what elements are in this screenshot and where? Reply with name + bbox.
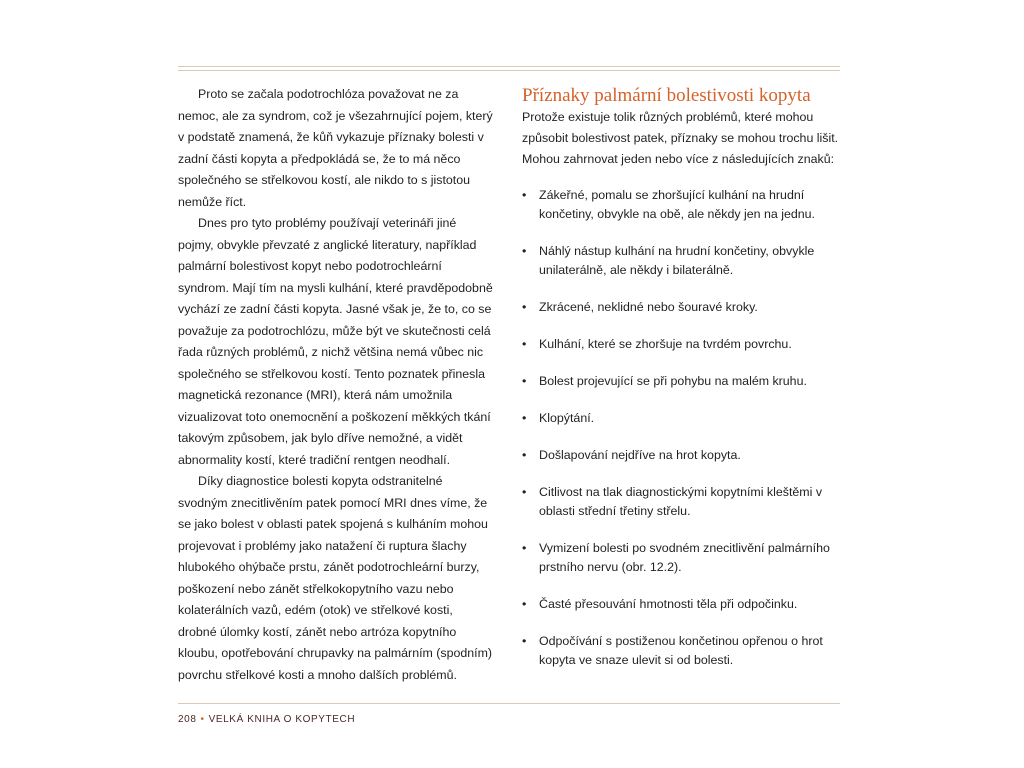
bullet-icon: • [522,485,527,499]
list-item-text: Náhlý nástup kulhání na hrudní končetiny, obvykle unilaterálně, ale někdy i bilaterálně. [539,244,815,277]
list-item-text: Došlapování nejdříve na hrot kopyta. [539,448,741,462]
book-title: VELKÁ KNIHA O KOPYTECH [208,714,356,725]
paragraph: Proto se začala podotrochlóza považovat ne za nemoc, ale za syndrom, což je všezahrnující pojem, který v podstatě znamená, že kůň vykazuje příznaky bolesti v zadní části kopyta a předpokládá se, že to má něco společného se střelkovou kostí, ale nikdo to s jistotou nemůže říct. [178,87,493,209]
list-item-text: Vymizení bolesti po svodném znecitlivění palmárního prstního nervu (obr. 12.2). [539,541,830,574]
intro-paragraph: Protože existuje tolik různých problémů, které mohou způsobit bolestivost patek, příznaky se mohou trochu lišit. Mohou zahrnovat jeden nebo více z následujících znaků: [522,110,839,166]
list-item [522,409,842,428]
bullet-icon: • [522,448,527,462]
left-column [178,84,493,686]
list-item [522,483,842,521]
list-item-text: Zkrácené, neklidné nebo šouravé kroky. [539,300,758,314]
list-item [522,632,842,670]
bullet-icon: • [522,634,527,648]
bullet-icon: • [522,597,527,611]
bottom-rule [178,703,840,704]
right-column [522,85,842,688]
bullet-icon: • [522,374,527,388]
separator-dot-icon: • [200,714,205,725]
list-item-text: Odpočívání s postiženou končetinou opřenou o hrot kopyta ve snaze ulevit si od bolesti. [539,634,823,667]
symptom-list [522,186,842,670]
section-heading: Příznaky palmární bolestivosti kopyta [522,85,811,106]
paragraph: Dnes pro tyto problémy používají veterináři jiné pojmy, obvykle převzaté z anglické literatury, například palmární bolestivost kopyt nebo podotrochleární syndrom. Mají tím na mysli kulhání, které pravděpodobně vychází ze zadní části kopyta. Jasné však je, že to, co se považuje za podotrochlózu, může být ve skutečnosti celá řada různých problémů, z nichž většina nemá vůbec nic společného se střelkovou kostí. Tento poznatek přinesla magnetická rezonance (MRI), která nám umožnila vizualizovat toto onemocnění a poškození měkkých tkání takovým způsobem, jak bylo dříve nemožné, a vidět abnormality kostí, které tradiční rentgen neodhalí. [178,216,493,467]
list-item [522,298,842,317]
list-item [522,595,842,614]
paragraph: Díky diagnostice bolesti kopyta odstranitelné svodným znecitlivěním patek pomocí MRI dnes víme, že se jako bolest v oblasti patek spojená s kulháním mohou projevovat i problémy jako natažení či ruptura šlachy hlubokého ohýbače prstu, zánět podotrochleární burzy, poškození nebo zánět střelkokopytního vazu nebo kolaterálních vazů, edém (otok) ve střelkové kosti, drobné úlomky kostí, zánět nebo artróza kopytního kloubu, opotřebování chrupavky na palmárním (spodním) povrchu střelkové kosti a mnoho dalších problémů. [178,474,493,682]
bullet-icon: • [522,411,527,425]
list-item-text: Citlivost na tlak diagnostickými kopytními kleštěmi v oblasti střední třetiny střelu. [539,485,823,518]
list-item-text: Zákeřné, pomalu se zhoršující kulhání na hrudní končetiny, obvykle na obě, ale někdy jen na jednu. [539,188,815,221]
list-item [522,242,842,280]
list-item-text: Klopýtání. [539,411,595,425]
bullet-icon: • [522,300,527,314]
bullet-icon: • [522,244,527,258]
top-rule [178,66,840,67]
bullet-icon: • [522,541,527,555]
list-item-text: Časté přesouvání hmotnosti těla při odpočinku. [539,597,798,611]
bullet-icon: • [522,188,527,202]
list-item-text: Kulhání, které se zhoršuje na tvrdém povrchu. [539,337,792,351]
page-footer [178,714,355,725]
list-item [522,186,842,224]
list-item [522,372,842,391]
page-number: 208 [178,714,197,725]
top-rule-secondary [178,70,840,71]
list-item-text: Bolest projevující se při pohybu na malém kruhu. [539,374,807,388]
list-item [522,335,842,354]
list-item [522,539,842,577]
bullet-icon: • [522,337,527,351]
list-item [522,446,842,465]
